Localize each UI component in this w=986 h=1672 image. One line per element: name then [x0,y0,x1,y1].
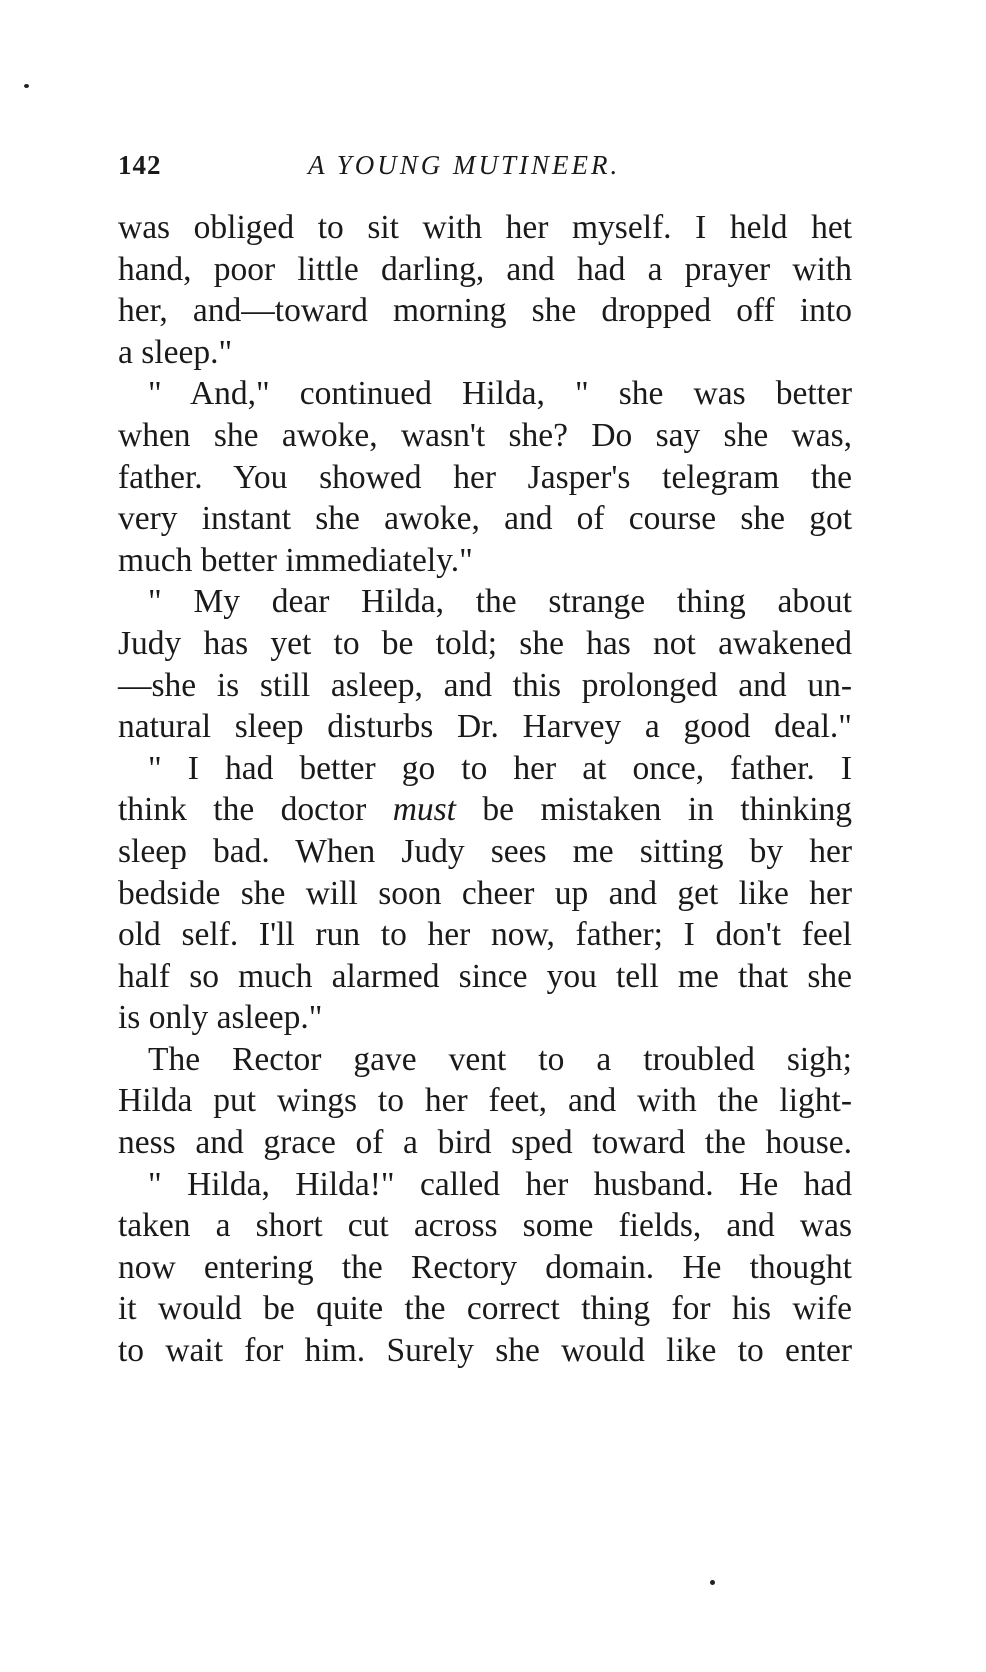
text-line: to wait for him. Surely she would like to enter [118,1332,852,1370]
text-line: was obliged to sit with her myself. I held het [118,209,852,246]
page-number: 142 [118,150,162,180]
text-line: when she awoke, wasn't she? Do say she was, [118,416,852,454]
text-line: " Hilda, Hilda!" called her husband. He had [148,1165,852,1203]
text-line: natural sleep disturbs Dr. Harvey a good deal." [118,708,852,746]
text-line: think the doctor must be mistaken in thinking [118,791,853,829]
page-header [118,150,878,190]
text-line: ness and grace of a bird sped toward the house. [118,1124,852,1162]
text-line: a sleep." [118,333,233,371]
text-line: hand, poor little darling, and had a prayer with [118,250,852,288]
print-speck [24,84,29,88]
text-line: taken a short cut across some fields, and was [118,1207,852,1245]
text-line: half so much alarmed since you tell me that she [118,957,852,995]
emphasized-word: must [392,791,456,829]
text-line: Hilda put wings to her feet, and with the light- [118,1082,852,1120]
text-line: " And," continued Hilda, " she was better [148,375,852,413]
text-line: sleep bad. When Judy sees me sitting by her [118,832,852,870]
text-line: now entering the Rectory domain. He thought [118,1248,852,1286]
text-line: very instant she awoke, and of course she got [118,500,852,538]
print-speck [710,1580,715,1585]
text-line: her, and—toward morning she dropped off into [118,292,852,330]
text-line: " I had better go to her at once, father. I [148,749,852,787]
text-line: old self. I'll run to her now, father; I don't feel [118,916,852,954]
text-line: —she is still asleep, and this prolonged and un- [118,666,852,704]
body-text [118,207,852,1372]
text-line: " My dear Hilda, the strange thing about [148,583,852,621]
text-line: much better immediately." [118,541,473,579]
text-line: Judy has yet to be told; she has not awakened [118,624,852,662]
running-title: A YOUNG MUTINEER. [308,150,621,180]
text-line: The Rector gave vent to a troubled sigh; [148,1040,852,1078]
text-line: is only asleep." [118,999,323,1037]
text-line: bedside she will soon cheer up and get like her [118,874,852,912]
text-line: it would be quite the correct thing for his wife [118,1290,852,1328]
text-line: father. You showed her Jasper's telegram the [118,458,852,496]
